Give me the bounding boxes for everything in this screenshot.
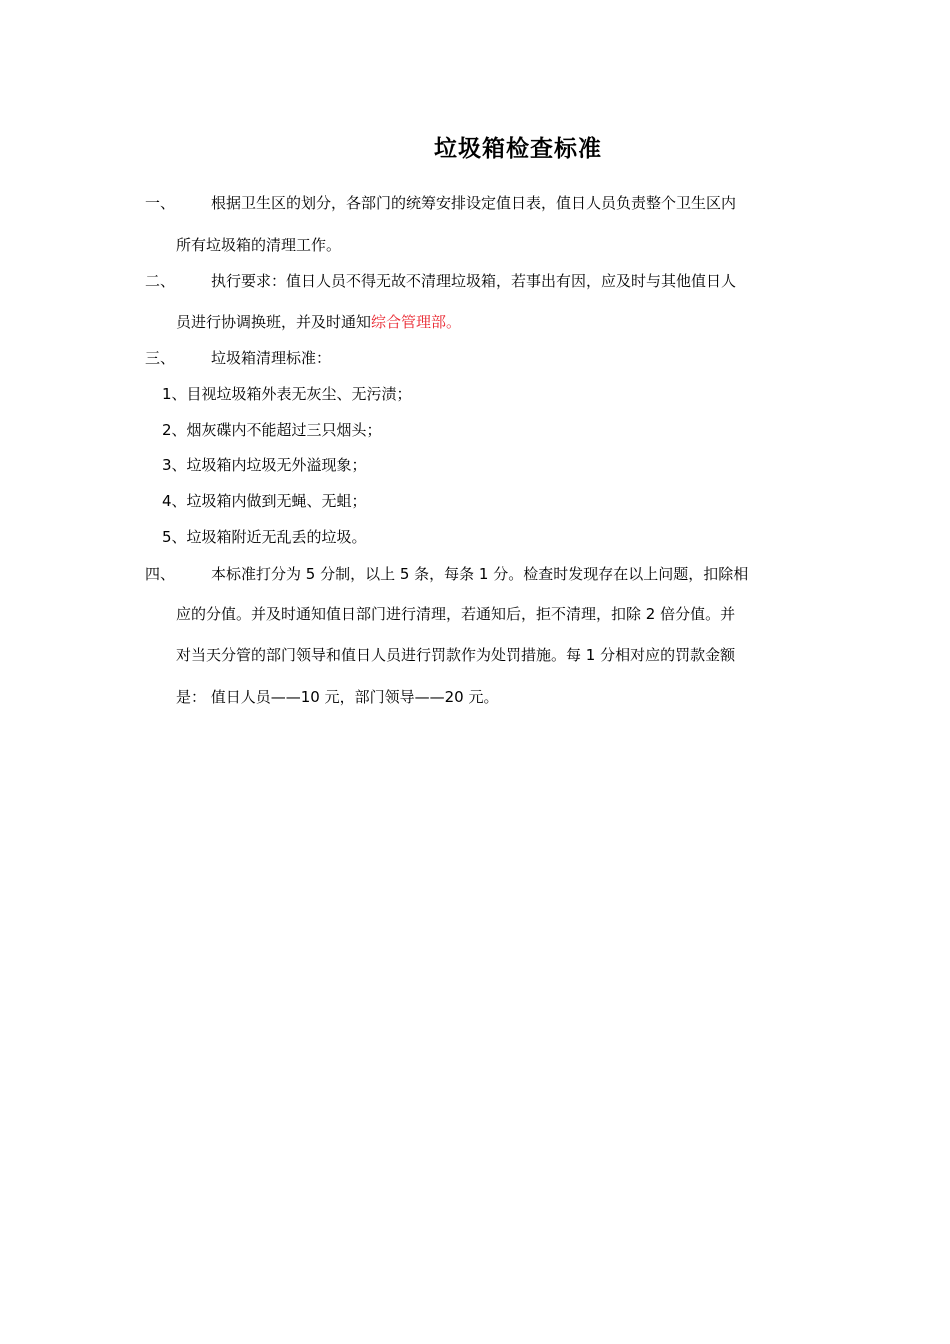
list-item: 4、垃圾箱内做到无蝇、无蛆； <box>162 492 367 510</box>
section-line: 对当天分管的部门领导和值日人员进行罚款作为处罚措施。每 1 分相对应的罚款金额 <box>176 646 736 664</box>
section-marker: 四、 <box>145 565 176 583</box>
section-marker: 三、 <box>145 349 176 367</box>
section-marker: 一、 <box>145 194 176 212</box>
section-line: 执行要求：值日人员不得无故不清理垃圾箱，若事出有因，应及时与其他值日人 <box>211 272 737 290</box>
section-line-with-highlight <box>176 310 461 334</box>
section-line: 根据卫生区的划分，各部门的统筹安排设定值日表，值日人员负责整个卫生区内 <box>211 194 737 212</box>
section-marker: 二、 <box>145 272 176 290</box>
section-line: 应的分值。并及时通知值日部门进行清理，若通知后，拒不清理，扣除 2 倍分值。并 <box>176 605 736 623</box>
list-item: 5、垃圾箱附近无乱丢的垃圾。 <box>162 528 367 546</box>
section-line: 垃圾箱清理标准： <box>211 349 332 367</box>
section-line: 是： 值日人员——10 元，部门领导——20 元。 <box>176 688 499 706</box>
list-item: 3、垃圾箱内垃圾无外溢现象； <box>162 456 367 474</box>
section-line: 本标准打分为 5 分制，以上 5 条，每条 1 分。检查时发现存在以上问题，扣除相 <box>211 565 749 583</box>
list-item: 2、烟灰碟内不能超过三只烟头； <box>162 421 382 439</box>
list-item: 1、目视垃圾箱外表无灰尘、无污渍； <box>162 385 412 403</box>
section-line: 所有垃圾箱的清理工作。 <box>176 236 342 254</box>
section-line-text: 员进行协调换班，并及时通知 <box>176 313 372 331</box>
document-title: 垃圾箱检查标准 <box>434 136 602 162</box>
department-highlight: 综合管理部。 <box>371 313 462 331</box>
